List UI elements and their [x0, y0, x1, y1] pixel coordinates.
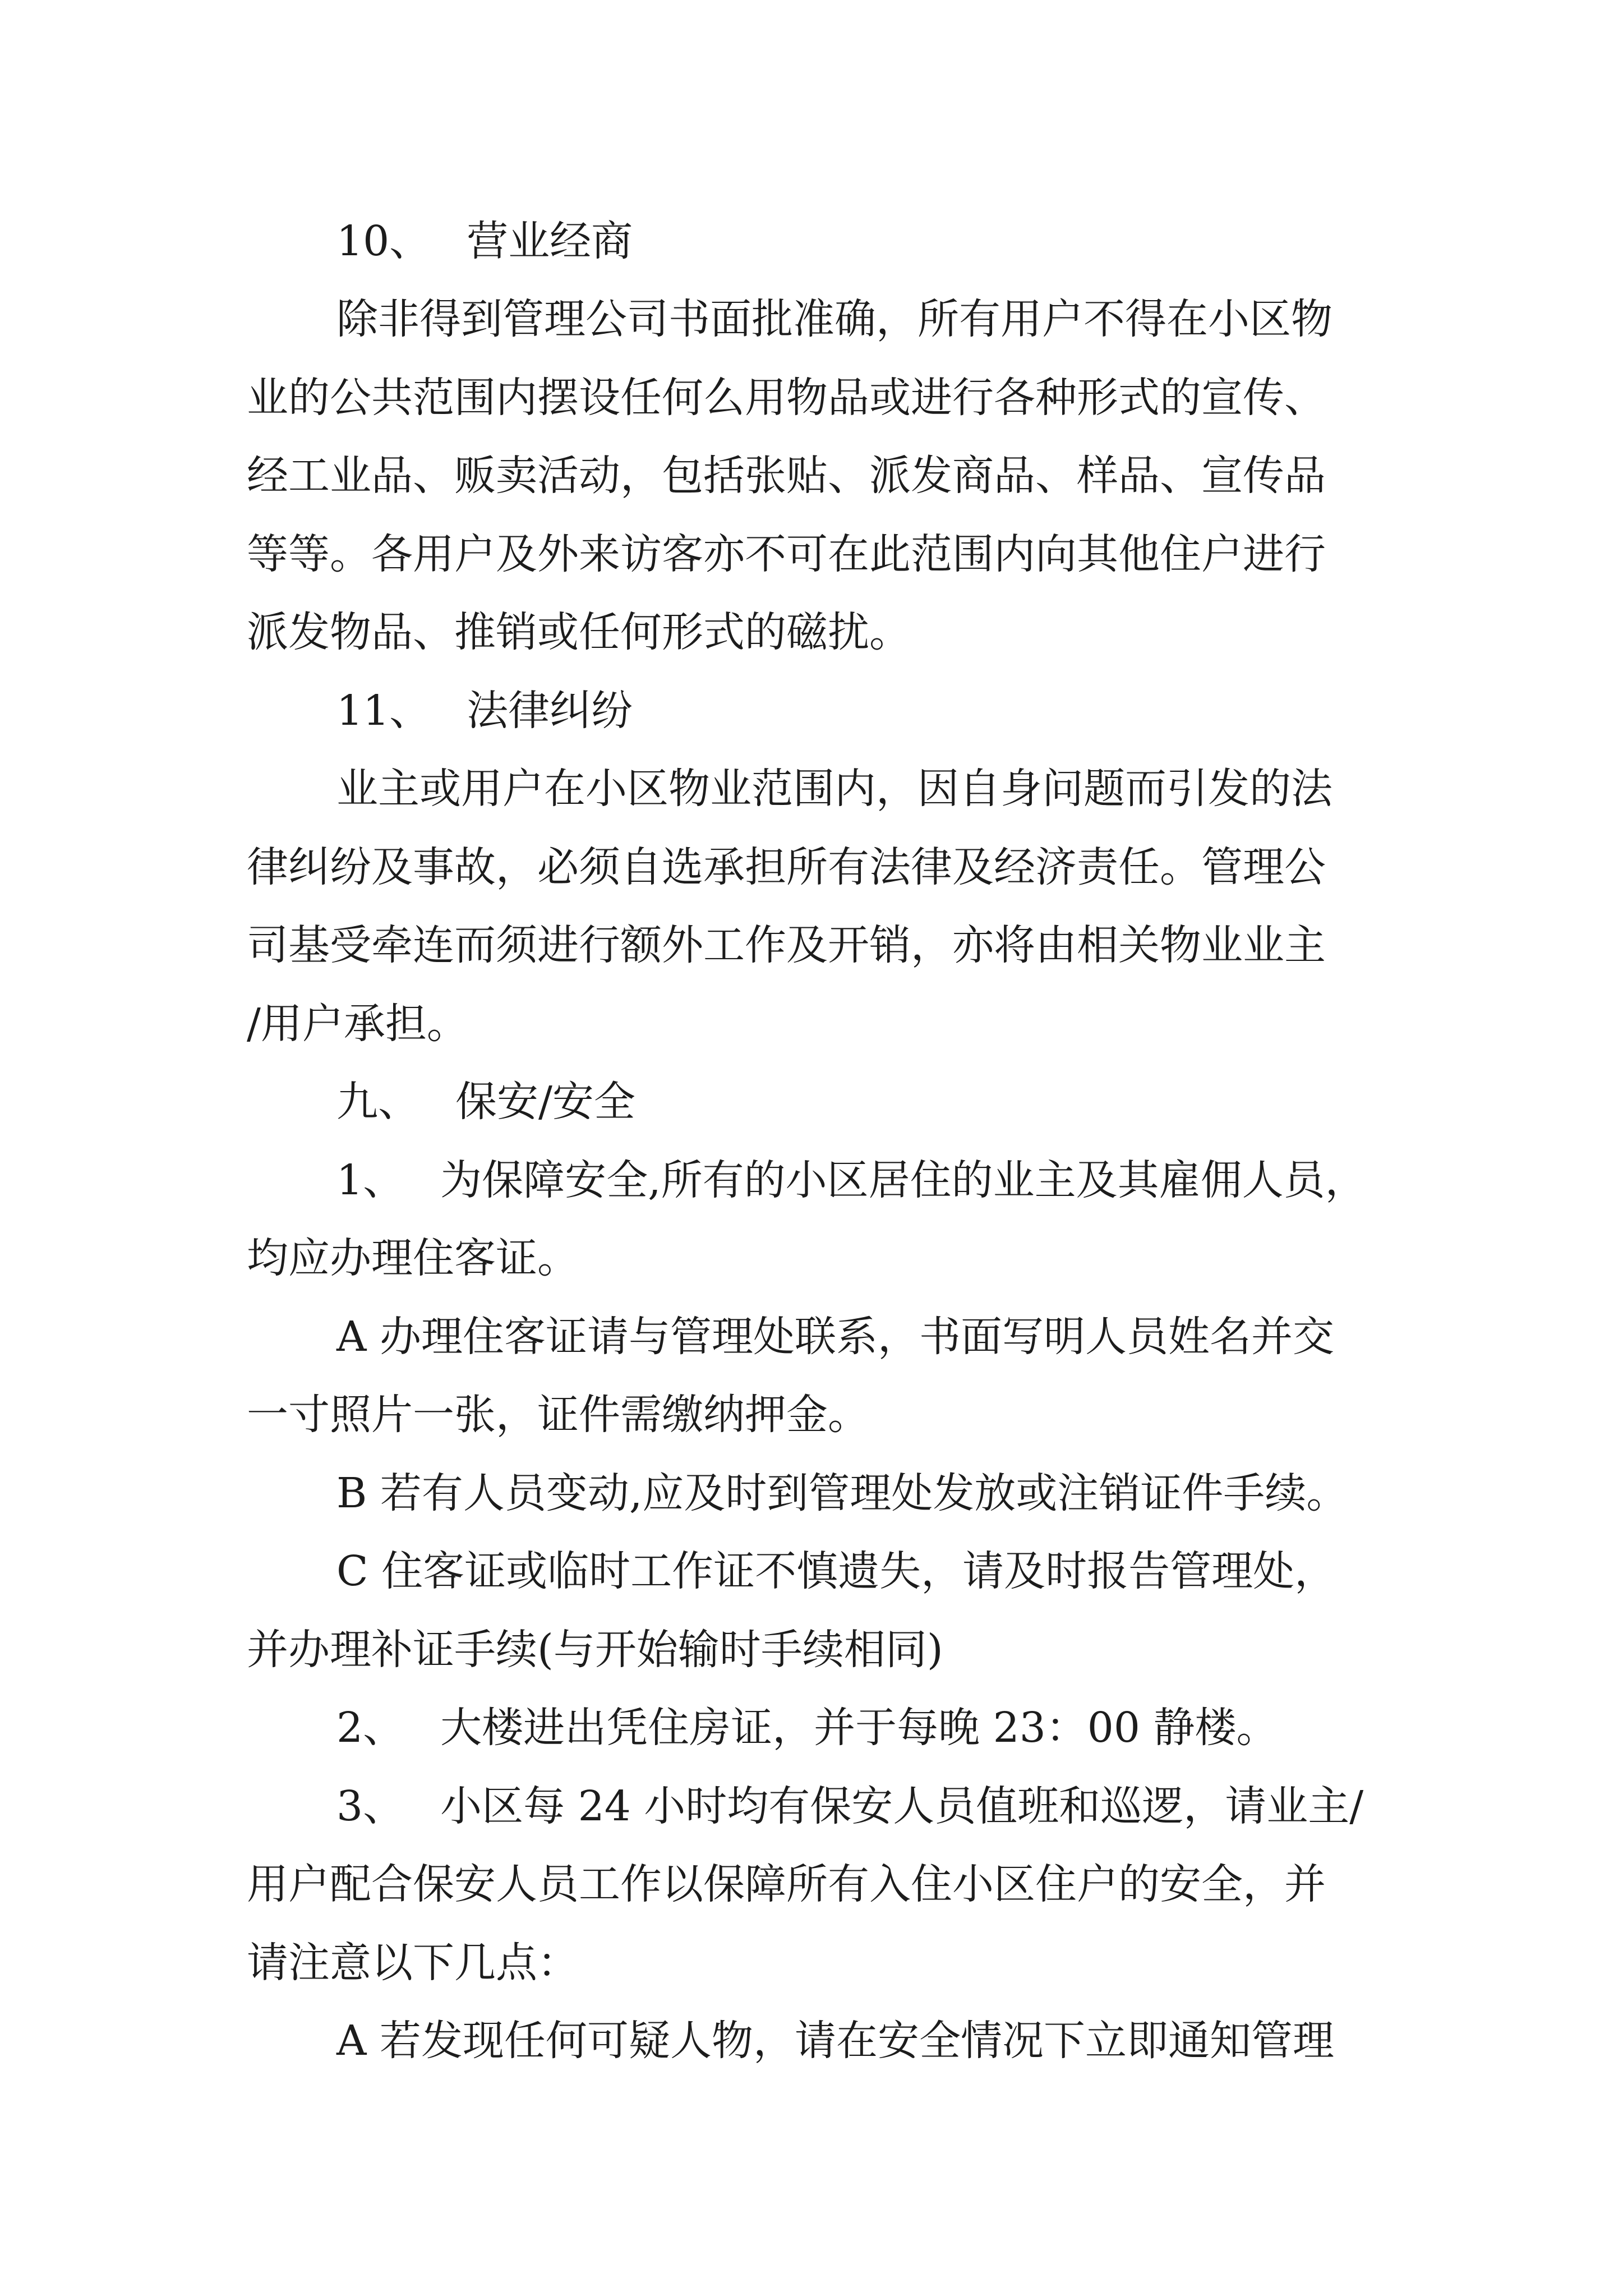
heading-number: 11、 — [336, 687, 431, 735]
section-heading-11 — [336, 680, 633, 742]
list-item-2 — [336, 1697, 1278, 1759]
paragraph-line: 请注意以下几点： — [247, 1939, 579, 1987]
paragraph-line: 用户配合保安人员工作以保障所有入住小区住户的安全，并 — [247, 1860, 1326, 1908]
paragraph-line: 律纠纷及事故，必须自选承担所有法律及经济责任。管理公 — [247, 843, 1326, 891]
heading-text: 法律纠纷 — [467, 687, 633, 735]
list-item-3 — [336, 1775, 1363, 1837]
paragraph-line: 等等。各用户及外来访客亦不可在此范围内向其他住户进行 — [247, 530, 1326, 578]
section-heading-9 — [336, 1071, 635, 1133]
paragraph-line: 司基受牵连而须进行额外工作及开销，亦将由相关物业业主 — [247, 921, 1326, 969]
paragraph-line: 派发物品、推销或任何形式的磁扰。 — [247, 608, 911, 656]
paragraph-line: 并办理补证手续(与开始输时手续相同) — [247, 1626, 943, 1674]
item-number: 2、 — [336, 1704, 405, 1752]
paragraph-line: /用户承担。 — [247, 1000, 468, 1048]
heading-text: 保安/安全 — [455, 1078, 635, 1126]
paragraph-line: 业主或用户在小区物业范围内，因自身问题而引发的法 — [336, 765, 1332, 813]
heading-number: 九、 — [336, 1078, 419, 1126]
item-text: 为保障安全,所有的小区居住的业主及其雇佣人员， — [440, 1156, 1367, 1204]
item-text: 小区每 24 小时均有保安人员值班和巡逻，请业主/ — [440, 1782, 1364, 1830]
paragraph-line: 除非得到管理公司书面批准确，所有用户不得在小区物 — [336, 295, 1332, 343]
paragraph-line: 经工业品、贩卖活动，包括张贴、派发商品、样品、宣传品 — [247, 452, 1326, 500]
sub-item-b: B 若有人员变动,应及时到管理处发放或注销证件手续。 — [336, 1469, 1348, 1517]
paragraph-line: 一寸照片一张，证件需缴纳押金。 — [247, 1391, 869, 1439]
paragraph-line: 均应办理住客证。 — [247, 1234, 579, 1282]
section-heading-10 — [336, 210, 633, 272]
sub-item-a-2: A 若发现任何可疑人物，请在安全情况下立即通知管理 — [336, 2017, 1334, 2065]
heading-text: 营业经商 — [467, 217, 633, 265]
heading-number: 10、 — [336, 217, 431, 265]
item-number: 3、 — [336, 1782, 405, 1830]
item-text: 大楼进出凭住房证，并于每晚 23：00 静楼。 — [440, 1704, 1278, 1752]
paragraph-line: 业的公共范围内摆设任何么用物品或进行各种形式的宣传、 — [247, 374, 1326, 422]
list-item-1 — [336, 1149, 1367, 1211]
sub-item-a: A 办理住客证请与管理处联系，书面写明人员姓名并交 — [336, 1313, 1334, 1361]
item-number: 1、 — [336, 1156, 405, 1204]
sub-item-c: C 住客证或临时工作证不慎遗失，请及时报告管理处， — [336, 1547, 1336, 1595]
